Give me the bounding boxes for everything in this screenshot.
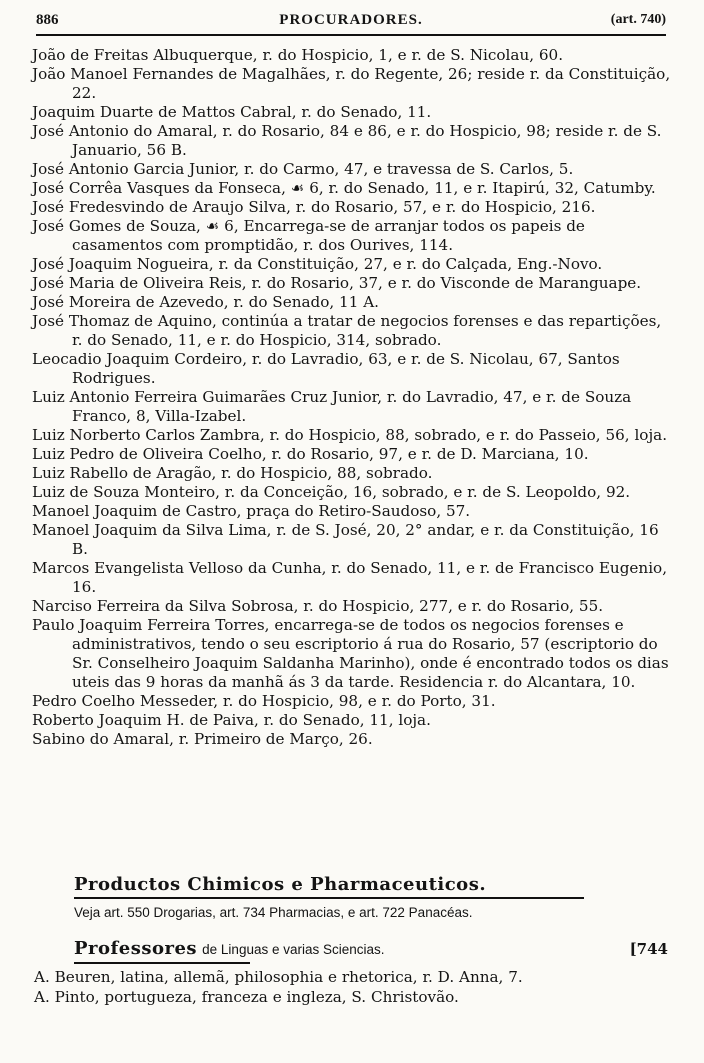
- list-item: Roberto Joaquim H. de Paiva, r. do Senado, 11, loja.: [32, 711, 431, 729]
- list-item: A. Pinto, portugueza, franceza e ingleza, S. Christovão.: [34, 988, 459, 1006]
- list-item: José Thomaz de Aquino, continúa a tratar de negocios forenses e das repartições, r. do Senado, 11, e r. do Hospicio, 314, sobrado.: [32, 312, 662, 349]
- list-item: José Joaquim Nogueira, r. da Constituição, 27, e r. do Calçada, Eng.-Novo.: [32, 255, 603, 273]
- products-title: Productos Chimicos e Pharmaceuticos.: [74, 874, 487, 895]
- list-item: Paulo Joaquim Ferreira Torres, encarrega-se de todos os negocios forenses e administrativos, tendo o seu escriptorio á rua do Rosario, 57 (escriptorio do Sr. Conselheiro Joaquim Saldanha Marinho), onde é encontrado todos os dias uteis das 9 horas da manhã ás 3 da tarde. Residencia r. do Alcantara, 10.: [32, 616, 669, 691]
- list-item: Marcos Evangelista Velloso da Cunha, r. do Senado, 11, e r. de Francisco Eugenio, 16.: [32, 559, 668, 596]
- list-item: A. Beuren, latina, allemã, philosophia e rhetorica, r. D. Anna, 7.: [34, 968, 523, 986]
- products-underline: [74, 897, 584, 899]
- page-header: [36, 10, 666, 32]
- products-note: Veja art. 550 Drogarias, art. 734 Pharmacias, e art. 722 Panacéas.: [74, 905, 473, 920]
- professores-ref: [744: [629, 940, 668, 958]
- list-item: Narciso Ferreira da Silva Sobrosa, r. do Hospicio, 277, e r. do Rosario, 55.: [32, 597, 604, 615]
- page-title: PROCURADORES.: [279, 12, 423, 28]
- professores-title: Professores: [74, 938, 198, 959]
- list-item: Sabino do Amaral, r. Primeiro de Março, 26.: [32, 730, 373, 748]
- list-item: José Fredesvindo de Araujo Silva, r. do Rosario, 57, e r. do Hospicio, 216.: [32, 198, 596, 216]
- procuradores-list: [20, 46, 672, 749]
- list-item: Luiz Norberto Carlos Zambra, r. do Hospicio, 88, sobrado, e r. do Passeio, 56, loja.: [32, 426, 668, 444]
- list-item: José Moreira de Azevedo, r. do Senado, 11 A.: [32, 293, 380, 311]
- list-item: Luiz Rabello de Aragão, r. do Hospicio, 88, sobrado.: [32, 464, 433, 482]
- list-item: Manoel Joaquim da Silva Lima, r. de S. José, 20, 2° andar, e r. da Constituição, 16 B.: [32, 521, 659, 558]
- list-item: Luiz Antonio Ferreira Guimarães Cruz Junior, r. do Lavradio, 47, e r. de Souza Franco, 8, Villa-Izabel.: [32, 388, 632, 425]
- list-item: Luiz Pedro de Oliveira Coelho, r. do Rosario, 97, e r. de D. Marciana, 10.: [32, 445, 589, 463]
- list-item: José Corrêa Vasques da Fonseca, ☙ 6, r. do Senado, 11, e r. Itapirú, 32, Catumby.: [32, 179, 656, 197]
- list-item: Manoel Joaquim de Castro, praça do Retiro-Saudoso, 57.: [32, 502, 471, 520]
- products-section: [74, 874, 674, 920]
- list-item: João Manoel Fernandes de Magalhães, r. do Regente, 26; reside r. da Constituição, 22.: [32, 65, 671, 102]
- list-item: José Antonio Garcia Junior, r. do Carmo, 47, e travessa de S. Carlos, 5.: [32, 160, 574, 178]
- page-number: 886: [36, 12, 59, 28]
- list-item: Leocadio Joaquim Cordeiro, r. do Lavradio, 63, e r. de S. Nicolau, 67, Santos Rodrigues.: [32, 350, 620, 387]
- list-item: João de Freitas Albuquerque, r. do Hospicio, 1, e r. de S. Nicolau, 60.: [32, 46, 564, 64]
- list-item: Joaquim Duarte de Mattos Cabral, r. do Senado, 11.: [32, 103, 432, 121]
- article-ref: (art. 740): [610, 12, 666, 27]
- header-rule: [36, 34, 666, 36]
- professores-subtitle: de Linguas e varias Sciencias.: [202, 942, 385, 957]
- list-item: Pedro Coelho Messeder, r. do Hospicio, 98, e r. do Porto, 31.: [32, 692, 496, 710]
- professores-underline: [74, 962, 250, 964]
- professores-header: [74, 938, 668, 962]
- list-item: Luiz de Souza Monteiro, r. da Conceição, 16, sobrado, e r. de S. Leopoldo, 92.: [32, 483, 631, 501]
- list-item: José Antonio do Amaral, r. do Rosario, 84 e 86, e r. do Hospicio, 98; reside r. de S. Januario, 56 B.: [32, 122, 662, 159]
- list-item: José Maria de Oliveira Reis, r. do Rosario, 37, e r. do Visconde de Maranguape.: [32, 274, 642, 292]
- list-item: José Gomes de Souza, ☙ 6, Encarrega-se de arranjar todos os papeis de casamentos com promptidão, r. dos Ourives, 114.: [32, 217, 585, 254]
